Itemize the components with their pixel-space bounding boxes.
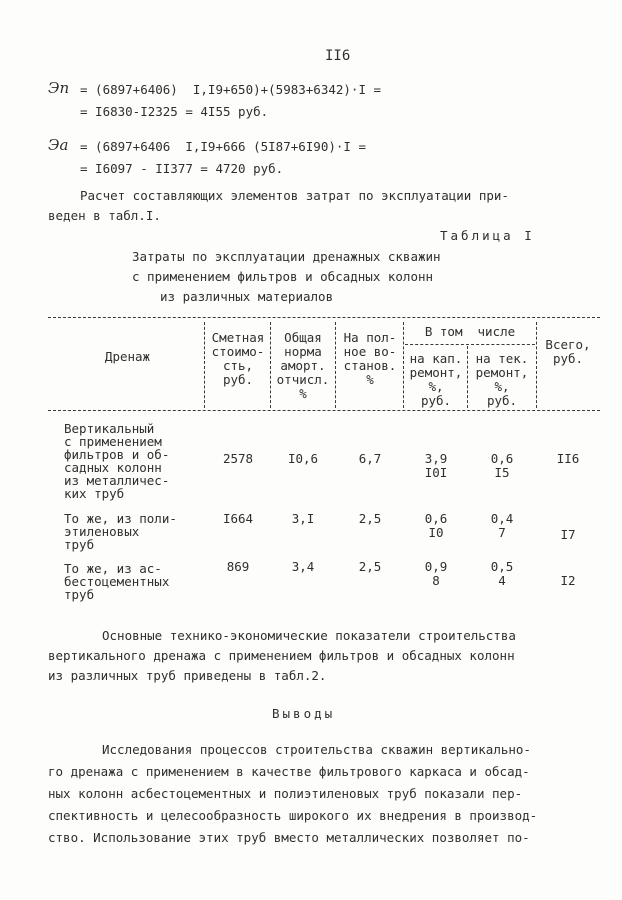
row-cur-repair: 0,5 4 xyxy=(490,559,514,588)
conclusions-line4: спективность и целесообразность широкого их внедрения в производ- xyxy=(48,808,538,823)
col-divider-4 xyxy=(403,322,404,408)
row-total: I2 xyxy=(560,573,576,588)
table-title-line1: Затраты по эксплуатации дренажных скважин xyxy=(132,249,441,264)
row-cap-repair: 3,9 I0I xyxy=(424,451,448,480)
ep-symbol: Эп xyxy=(48,79,70,97)
row-name: Вертикальный с применением фильтров и об- садных колонн из металличес- ких труб xyxy=(64,421,170,501)
conclusions-line5: ство. Использование этих труб вместо металлических позволяет по- xyxy=(48,830,530,845)
page-number: II6 xyxy=(325,48,351,64)
row-cost: I664 xyxy=(222,511,254,526)
row-cost: 2578 xyxy=(222,451,254,466)
ep-formula-line2: = I6830-I2325 = 4I55 руб. xyxy=(80,104,269,119)
ep-formula-line1: = (6897+6406) I,I9+650)+(5983+6342)·I = xyxy=(80,82,382,97)
row-fullrestore: 6,7 xyxy=(358,451,382,466)
header-fullrestore: На пол- ное во- станов. % xyxy=(343,330,397,387)
row-amort: I0,6 xyxy=(287,451,319,466)
col-divider-6 xyxy=(536,322,537,408)
row-fullrestore: 2,5 xyxy=(358,559,382,574)
row-name: То же, из поли- этиленовых труб xyxy=(64,511,177,552)
conclusions-line2: го дренажа с применением в качестве фильтрового каркаса и обсад- xyxy=(48,764,530,779)
ea-formula-line2: = I6097 - II377 = 4720 руб. xyxy=(80,161,284,176)
header-cap-repair: на кап. ремонт, %, руб. xyxy=(409,351,463,408)
col-divider-1 xyxy=(204,322,205,408)
paragraph2-line2: вертикального дренажа с применением фильтров и обсадных колонн xyxy=(48,648,515,663)
header-cost: Сметная стоимо- сть, руб. xyxy=(211,330,265,387)
row-cap-repair: 0,6 I0 xyxy=(424,511,448,540)
header-total: Всего, руб. xyxy=(545,337,591,366)
ea-symbol: Эа xyxy=(48,136,69,154)
subheader-rule xyxy=(405,344,535,345)
row-amort: 3,I xyxy=(291,511,315,526)
table-title-line3: из различных материалов xyxy=(160,289,334,304)
row-cur-repair: 0,4 7 xyxy=(490,511,514,540)
header-incl: В том числе xyxy=(424,324,516,339)
conclusions-heading: Выводы xyxy=(272,706,336,721)
row-fullrestore: 2,5 xyxy=(358,511,382,526)
paragraph2-line3: из различных труб приведены в табл.2. xyxy=(48,668,327,683)
row-name: То же, из ас- бестоцементных труб xyxy=(64,561,170,602)
intro-line1: Расчет составляющих элементов затрат по эксплуатации при- xyxy=(80,188,509,203)
row-total: II6 xyxy=(556,451,580,466)
conclusions-line1: Исследования процессов строительства скважин вертикально- xyxy=(102,742,531,757)
table-label: Таблица I xyxy=(440,228,535,243)
conclusions-line3: ных колонн асбестоцементных и полиэтиленовых труб показали пер- xyxy=(48,786,523,801)
row-cost: 869 xyxy=(226,559,250,574)
paragraph2-line1: Основные технико-экономические показатели строительства xyxy=(102,628,516,643)
row-total: I7 xyxy=(560,527,576,542)
intro-line2: веден в табл.I. xyxy=(48,208,161,223)
table-title-line2: с применением фильтров и обсадных колонн xyxy=(132,269,434,284)
col-divider-3 xyxy=(335,322,336,408)
row-cur-repair: 0,6 I5 xyxy=(490,451,514,480)
row-amort: 3,4 xyxy=(291,559,315,574)
ea-formula-line1: = (6897+6406 I,I9+666 (5I87+6I90)·I = xyxy=(80,139,366,154)
header-amort: Общая норма аморт. отчисл. % xyxy=(276,330,330,401)
table-header-rule xyxy=(48,410,600,411)
col-divider-5 xyxy=(467,346,468,408)
table-top-rule xyxy=(48,317,600,318)
header-cur-repair: на тек. ремонт, %, руб. xyxy=(475,351,529,408)
row-cap-repair: 0,9 8 xyxy=(424,559,448,588)
header-drainage: Дренаж xyxy=(104,349,151,364)
col-divider-2 xyxy=(270,322,271,408)
